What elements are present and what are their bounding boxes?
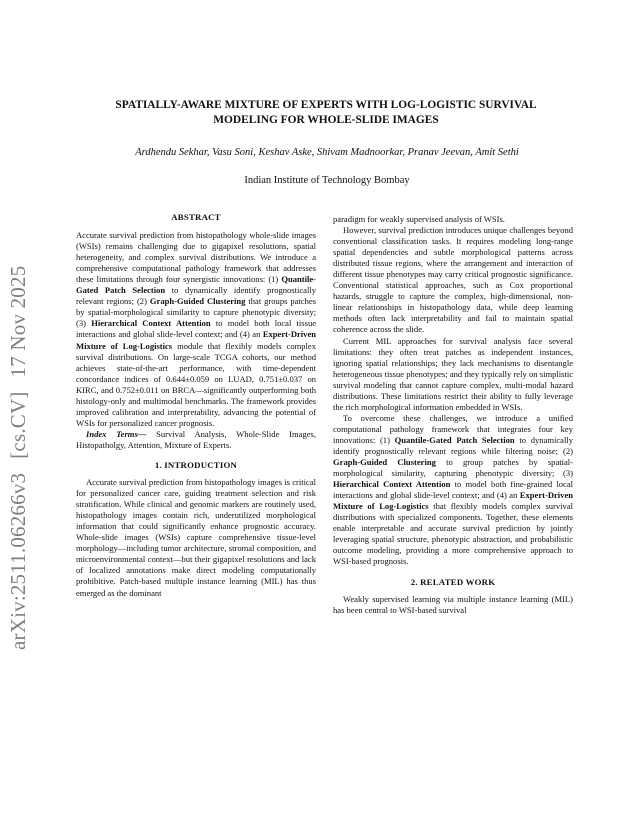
intro-bold-2: Graph-Guided Clustering: [333, 457, 436, 468]
author-list: Ardhendu Sekhar, Vasu Soni, Keshav Aske, Shivam Madnoorkar, Pranav Jeevan, Amit Sethi: [135, 147, 519, 158]
abstract-bold-2: Graph-Guided Clustering: [149, 296, 246, 307]
abstract-heading: ABSTRACT: [171, 212, 221, 222]
paper-title: [78, 98, 574, 128]
left-column: [76, 212, 316, 599]
title-line-2: MODELING FOR WHOLE-SLIDE IMAGES: [213, 114, 439, 126]
index-terms: Index Terms— Survival Analysis, Whole-Slide Images, Histopatholgy, Attention, Mixture of Experts.: [76, 428, 317, 450]
title-line-1: SPATIALLY-AWARE MIXTURE OF EXPERTS WITH LOG-LOGISTIC SURVIVAL: [115, 99, 537, 111]
intro-bold-1: Quantile-Gated Patch Selection: [394, 434, 515, 445]
related-paragraph-1: Weakly supervised learning via multiple instance learning (MIL) has been central to WSI-based survival: [333, 593, 573, 615]
arxiv-category: [cs.CV]: [5, 391, 30, 459]
intro-paragraph-2: However, survival prediction introduces unique challenges beyond conventional classification tasks. It requires modeling long-range spatial dependencies and subtle morphological patterns across distributed tissue regions, where the arrangement and interaction of different tissue phenotypes may carry critical prognostic significance. Conventional statistical approaches, such as Cox proportional hazards, struggle to capture the complex, high-dimensional, non-linear relationships in histopathology data, while deep learning methods often lack interpretability and fail to maintain spatial coherence across the slide.: [333, 225, 573, 335]
arxiv-date: 17 Nov 2025: [5, 265, 30, 378]
right-column: [333, 214, 573, 616]
intro-paragraph-3: Current MIL approaches for survival analysis face several limitations: they often treat patches as independent instances, ignoring spatial relationships; they lack mechanisms to disentangle heterogeneous tissue phenotypes; and they typically rely on simplistic survival modeling that cannot capture complex, multi-modal hazard distributions. These limitations restrict their ability to fully leverage the rich morphological information embedded in WSIs.: [333, 335, 573, 412]
intro-bold-3: Hierarchical Context Attention: [333, 479, 451, 490]
index-terms-label: Index Terms—: [86, 428, 147, 439]
abstract-bold-3: Hierarchical Context Attention: [91, 318, 211, 329]
intro-bold-4: Expert-Driven Mixture of Log-Logistics: [333, 490, 573, 512]
intro-paragraph-1: Accurate survival prediction from histopathology images is critical for personalized cancer care, guiding treatment selection and risk stratification. While clinical and genomic markers are routinely used, histopathology images contain rich, underutilized morphological information that could significantly enhance prognostic accuracy. Whole-slide images (WSIs) capture comprehensive tissue-level morphology—including tumor architecture, stromal composition, and microenvironmental context—but their gigapixel resolutions and lack of localized annotations make direct modeling computationally prohibitive. Patch-based multiple instance learning (MIL) has thus emerged as the dominant: [76, 477, 316, 598]
intro-paragraph-1-continued: paradigm for weakly supervised analysis of WSIs.: [333, 214, 505, 224]
related-work-heading: 2. RELATED WORK: [410, 576, 496, 587]
abstract-text: Accurate survival prediction from histopathology whole-slide images (WSIs) remains challenging due to gigapixel resolutions, spatial heterogeneity, and complex survival distributions. We introduce a comprehensive computational pathology framework that addresses these limitations through four synergistic innovations: (1) Quantile-Gated Patch Selection to dynamically identify prognostically relevant regions; (2) Graph-Guided Clustering that groups patches by spatial-morphological similarity to capture phenotypic diversity; (3) Hierarchical Context Attention to model both local tissue interactions and global slide-level context; and (4) an Expert-Driven Mixture of Log-Logistics module that flexibly models complex survival distributions. On large-scale TCGA cohorts, our method achieves state-of-the-art performance, with time-dependent concordance indices of 0.644±0.059 on LUAD, 0.751±0.037 on KIRC, and 0.752±0.011 on BRCA—significantly outperforming both histology-only and multimodal benchmarks. The framework provides improved calibration and interpretability, advancing the potential of WSIs for personalized cancer prognosis.: [76, 230, 317, 428]
abstract-bold-1: Quantile-Gated Patch Selection: [76, 274, 316, 296]
arxiv-stamp: [2, 230, 34, 650]
affiliation: Indian Institute of Technology Bombay: [244, 175, 410, 186]
arxiv-id: arXiv:2511.06266v3: [5, 472, 30, 650]
intro-paragraph-4: To overcome these challenges, we introduce a unified computational pathology framework that integrates four key innovations: (1) Quantile-Gated Patch Selection to dynamically identify prognostically relevant regions while filtering noise; (2) Graph-Guided Clustering to group patches by spatial-morphological similarity, capturing phenotypic diversity; (3) Hierarchical Context Attention to model both fine-grained local interactions and global slide-level context; and (4) an Expert-Driven Mixture of Log-Logistics that flexibly models complex survival distributions with specialized components. Together, these elements enable interpretable and accurate survival prediction by jointly leveraging spatial structure, phenotypic abstraction, and probabilistic outcome modeling, providing a more comprehensive approach to WSI-based prognosis.: [333, 412, 574, 567]
abstract-bold-4: Expert-Driven Mixture of Log-Logistics: [76, 329, 316, 351]
intro-heading: 1. INTRODUCTION: [154, 459, 238, 470]
